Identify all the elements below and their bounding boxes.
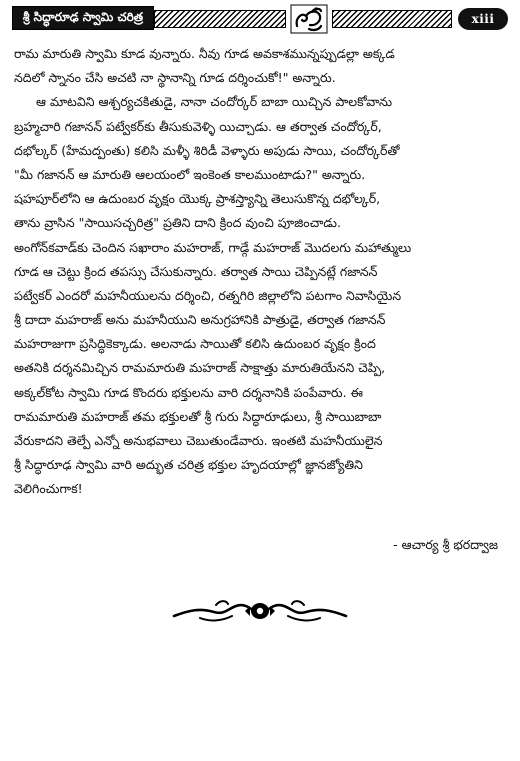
text-line: శ్రీ దాదా మహరాజ్ అను మహనీయుని అనుగ్రహానికి పాత్రుడై, తర్వాత గజానన్ bbox=[14, 312, 386, 328]
text-line: మహరాజుగా ప్రసిద్ధికెక్కాడు. అలనాడు సాయితో కలిసి ఉదుంబర వృక్షం క్రింద bbox=[14, 336, 376, 352]
text-line: రామమారుతి మహరాజ్ తమ భక్తులతో శ్రీ గురు సిద్ధారూఢులు, శ్రీ సాయిబాబా bbox=[14, 408, 382, 424]
page-number: xiii bbox=[471, 12, 495, 26]
header-title: శ్రీ సిద్ధారూఢ స్వామి చరిత్ర bbox=[22, 9, 144, 24]
text-line: వేరుకాదని తెల్పే ఎన్నో అనుభవాలు చెబుతుండేవారు. ఇంతటి మహనీయులైన bbox=[14, 433, 383, 448]
header-title-box bbox=[12, 6, 154, 30]
text-line: అంగోన్‌కవాడ్‌కు చెందిన సఖారాం మహరాజ్, గాడ్గే మహరాజ్ మొదలగు మహాత్ములు bbox=[14, 239, 412, 255]
text-line: దభోల్కర్ (హేమద్పంతు) కలిసి మళ్ళీ శిరిడీ వెళ్ళారు అపుడు సాయి, చందోర్కర్‌తో bbox=[14, 142, 400, 158]
page-header bbox=[12, 4, 512, 34]
text-line: గూడ ఆ చెట్టు క్రింద తపస్సు చేసుకున్నారు. తర్వాత సాయి చెప్పినట్లే గజానన్ bbox=[14, 263, 378, 279]
page-number-badge bbox=[458, 8, 508, 30]
text-line: తాను వ్రాసిన "సాయిసచ్చరిత్ర" ప్రతిని దాని క్రింద వుంచి పూజించాడు. bbox=[14, 215, 341, 231]
author-signature: - ఆచార్య శ్రీ భరద్వాజ bbox=[393, 537, 498, 552]
text-line: "మీ గజానన్ ఆ మారుతి ఆలయంలో ఇంకెంత కాలముంటాడు?" అన్నారు. bbox=[14, 166, 366, 182]
text-line: ఆ మాటవిని ఆశ్చర్యచకితుడై, నానా చందోర్కర్ బాబా యిచ్చిన పాలకోవాను bbox=[36, 94, 393, 110]
body-text bbox=[14, 42, 506, 502]
text-line: బ్రహ్మచారి గజానన్ పట్వేకర్‌కు తీసుకువెళ్ళి యిచ్చాడు. ఆ తర్వాత చందోర్కర్, bbox=[14, 118, 382, 134]
text-line: రామ మారుతి స్వామి కూడ వున్నారు. నీవు గూడ అవకాశమున్నప్పుడల్లా అక్కడ bbox=[14, 46, 395, 61]
text-line: పట్వేకర్ ఎందరో మహనీయులను దర్శించి, రత్నగిరి జిల్లాలోని పటగాం నివాసియైన bbox=[14, 287, 402, 303]
decorative-ornament-icon bbox=[170, 596, 350, 626]
text-line: అతనికి దర్శనమిచ్చిన రామమారుతి మహరాజ్ సాక్షాత్తు మారుతియేనని చెప్పి, bbox=[14, 360, 386, 376]
text-line: వెలిగించుగాక! bbox=[14, 481, 83, 497]
om-emblem-icon bbox=[290, 4, 328, 34]
text-line: నదిలో స్నానం చేసి అచటి నా స్థానాన్ని గూడ దర్శించుకో!" అన్నారు. bbox=[14, 70, 336, 86]
text-line: షహపూర్‌లోని ఆ ఉదుంబర వృక్షం యొక్క ప్రాశస్త్యాన్ని తెలుసుకొన్న దభోల్కర్, bbox=[14, 191, 381, 207]
header-hatch-left bbox=[154, 10, 286, 28]
header-hatch-right bbox=[332, 10, 452, 28]
text-line: అక్కల్‌కోట స్వామి గూడ కొందరు భక్తులను వారి దర్శనానికి పంపేవారు. ఈ bbox=[14, 384, 363, 400]
text-line: శ్రీ సిద్ధారూఢ స్వామి వారి అద్భుత చరిత్ర భక్తుల హృదయాల్లో జ్ఞానజ్యోతిని bbox=[14, 457, 363, 473]
